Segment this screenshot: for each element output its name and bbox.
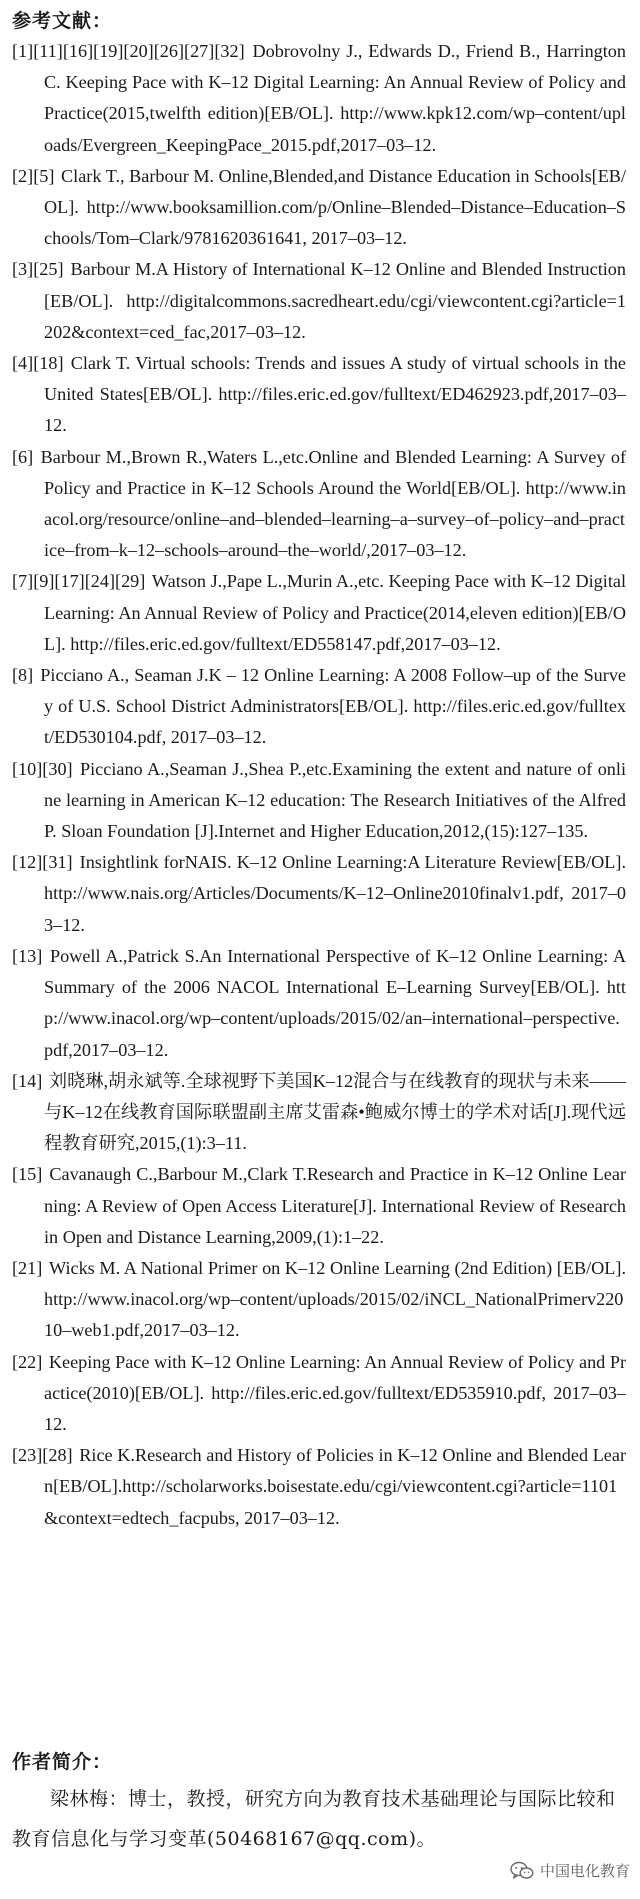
reference-item: [12, 1253, 626, 1347]
reference-text: Picciano A., Seaman J.K – 12 Online Learning: A 2008 Follow–up of the Survey of U.S. School District Administrators[EB/OL]. http://files.eric.ed.gov/fulltext/ED530104.pdf, 2017–03–12.: [40, 665, 627, 748]
reference-number: [15]: [12, 1164, 43, 1185]
reference-number: [1][11][16][19][20][26][27][32]: [12, 41, 245, 61]
reference-text: 刘晓琳,胡永斌等.全球视野下美国K–12混合与在线教育的现状与未来——与K–12在线教育国际联盟副主席艾雷森•鲍威尔博士的学术对话[J].现代远程教育研究,2015,(1):3–11.: [44, 1070, 627, 1154]
reference-item: [12, 1440, 626, 1534]
reference-item: [12, 254, 626, 348]
watermark-label: 中国电化教育: [539, 1862, 630, 1880]
reference-list: [12, 36, 626, 1534]
reference-number: [22]: [12, 1351, 43, 1372]
reference-item: [12, 1347, 626, 1441]
reference-number: [14]: [12, 1070, 43, 1091]
reference-text: Rice K.Research and History of Policies in K–12 Online and Blended Learn[EB/OL].http://scholarworks.boisestate.edu/cgi/viewcontent.cgi?article=1101&context=edtech_facpubs, 2017–03–12.: [44, 1445, 627, 1528]
reference-text: Clark T. Virtual schools: Trends and issues A study of virtual schools in the United States[EB/OL]. http://files.eric.ed.gov/fulltext/ED462923.pdf,2017–03–12.: [44, 353, 626, 436]
reference-text: Insightlink forNAIS. K–12 Online Learning:A Literature Review[EB/OL].http://www.nais.org/Articles/Documents/K–12–Online2010finalv1.pdf, 2017–03–12.: [44, 852, 627, 935]
reference-number: [2][5]: [12, 165, 55, 186]
reference-item: [12, 348, 626, 442]
reference-item: [12, 1066, 626, 1160]
wechat-icon: [510, 1861, 534, 1881]
reference-number: [8]: [12, 665, 34, 686]
reference-number: [6]: [12, 446, 34, 467]
author-heading: 作者简介：: [12, 1751, 113, 1773]
reference-number: [13]: [12, 945, 43, 966]
reference-text: Wicks M. A National Primer on K–12 Online Learning (2nd Edition) [EB/OL].http://www.inacol.org/wp–content/uploads/2015/02/iNCL_NationalPrimerv22010–web1.pdf,2017–03–12.: [44, 1257, 627, 1341]
reference-number: [4][18]: [12, 353, 64, 374]
reference-number: [12][31]: [12, 852, 73, 873]
reference-number: [10][30]: [12, 758, 73, 779]
reference-item: [12, 566, 626, 660]
reference-text: Cavanaugh C.,Barbour M.,Clark T.Research and Practice in K–12 Online Learning: A Review of Open Access Literature[J]. International Review of Research in Open and Distance Learning,2009,(1):1–22.: [44, 1164, 627, 1247]
reference-text: Clark T., Barbour M. Online,Blended,and Distance Education in Schools[EB/OL]. http://www.booksamillion.com/p/Online–Blended–Distance–Education–Schools/Tom–Clark/9781620361641, 2017–03–12.: [44, 165, 626, 249]
reference-number: [3][25]: [12, 259, 64, 280]
reference-item: [12, 941, 626, 1066]
reference-item: [12, 754, 626, 848]
reference-number: [23][28]: [12, 1445, 73, 1466]
reference-item: [12, 660, 626, 754]
reference-text: Barbour M.A History of International K–12 Online and Blended Instruction[EB/OL]. http://digitalcommons.sacredheart.edu/cgi/viewcontent.cgi?article=1202&context=ced_fac,2017–03–12.: [44, 259, 626, 342]
reference-text: Powell A.,Patrick S.An International Perspective of K–12 Online Learning: A Summary of the 2006 NACOL International E–Learning Survey[EB/OL]. http://www.inacol.org/wp–content/uploads/2015/02/an–international–perspective.pdf,2017–03–12.: [44, 945, 626, 1060]
reference-text: Keeping Pace with K–12 Online Learning: An Annual Review of Policy and Practice(2010)[EB/OL]. http://files.eric.ed.gov/fulltext/ED535910.pdf, 2017–03–12.: [44, 1351, 627, 1434]
reference-item: [12, 36, 626, 161]
references-heading: 参考文献：: [12, 10, 113, 32]
reference-item: [12, 161, 626, 255]
reference-item: [12, 442, 626, 567]
reference-item: [12, 1159, 626, 1253]
reference-text: Barbour M.,Brown R.,Waters L.,etc.Online and Blended Learning: A Survey of Policy and Practice in K–12 Schools Around the World[EB/OL]. http://www.inacol.org/resource/online–and–blended–learning–a–survey–of–policy–and–practice–from–k–12–schools–around–the–world/,2017–03–12.: [40, 446, 626, 561]
reference-text: Watson J.,Pape L.,Murin A.,etc. Keeping Pace with K–12 Digital Learning: An Annual Review of Policy and Practice(2014,eleven edition)[EB/OL]. http://files.eric.ed.gov/fulltext/ED558147.pdf,2017–03–12.: [44, 571, 626, 654]
reference-number: [21]: [12, 1257, 43, 1278]
watermark: [510, 1860, 630, 1881]
reference-text: Picciano A.,Seaman J.,Shea P.,etc.Examining the extent and nature of online learning in American K–12 education: The Research Initiatives of the Alfred P. Sloan Foundation [J].Internet and Higher Education,2012,(15):127–135.: [44, 758, 627, 842]
reference-number: [7][9][17][24][29]: [12, 571, 146, 592]
author-bio: 梁林梅：博士，教授，研究方向为教育技术基础理论与国际比较和教育信息化与学习变革(50468167@qq.com)。: [12, 1788, 616, 1850]
reference-text: Dobrovolny J., Edwards D., Friend B., Harrington C. Keeping Pace with K–12 Digital Learning: An Annual Review of Policy and Practice(2015,twelfth edition)[EB/OL]. http://www.kpk12.com/wp–content/uploads/Evergreen_KeepingPace_2015.pdf,2017–03–12.: [44, 41, 626, 155]
reference-item: [12, 847, 626, 941]
author-section: [12, 1747, 626, 1859]
